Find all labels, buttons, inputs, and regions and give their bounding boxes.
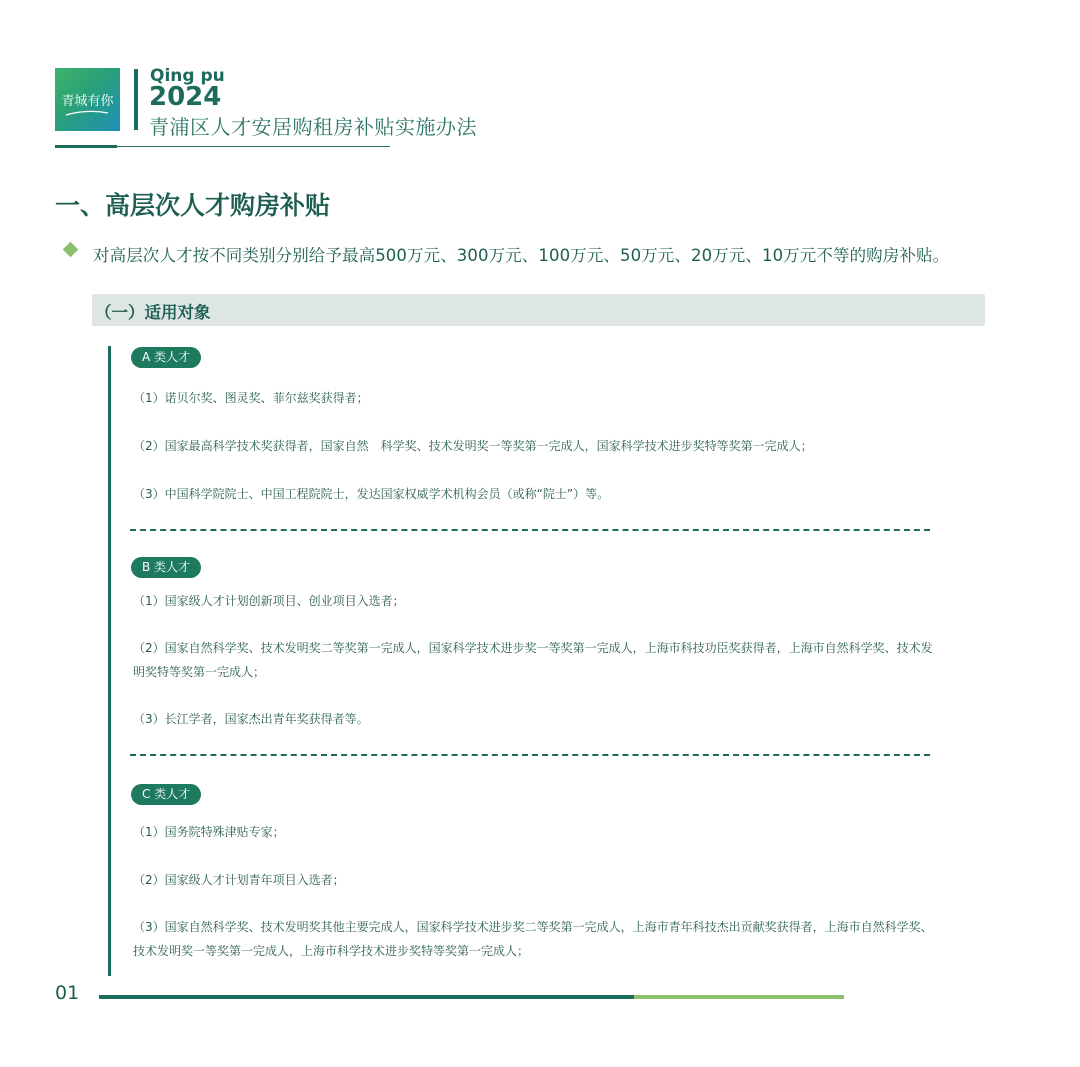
brand-logo (55, 68, 120, 131)
list-item: （1）国家级人才计划创新项目、创业项目入选者； (133, 594, 405, 608)
diamond-bullet-icon (63, 242, 79, 258)
category-tag-c: C 类人才 (131, 784, 201, 805)
list-item: （3）长江学者，国家杰出青年奖获得者等。 (133, 712, 369, 726)
section-title: 一、高层次人才购房补贴 (55, 191, 331, 220)
page-number: 01 (55, 982, 80, 1004)
category-tag-a: A 类人才 (131, 347, 201, 368)
list-item: （2）国家最高科学技术奖获得者，国家自然 科学奖、技术发明奖一等奖第一完成人，国家科学技术进步奖特等奖第一完成人； (133, 439, 813, 453)
header-rule-accent (55, 145, 117, 148)
footer-bar-dark (99, 995, 634, 999)
subhead-title: （一）适用对象 (95, 303, 211, 322)
content-vertical-line (108, 346, 111, 976)
category-tag-b: B 类人才 (131, 557, 201, 578)
logo-text: 青城有你 (61, 94, 114, 109)
list-item: （3）国家自然科学奖、技术发明奖其他主要完成人，国家科学技术进步奖二等奖第一完成人，上海市青年科技杰出贡献奖获得者，上海市自然科学奖、技术发明奖一等奖第一完成人，上海市科学技术进步奖特等奖第一完成人； (133, 920, 933, 958)
brand-year: 2024 (149, 82, 222, 112)
list-item: （3）中国科学院院士、中国工程院院士，发达国家权威学术机构会员（或称“院士”）等。 (133, 487, 610, 501)
document-title: 青浦区人才安居购租房补贴实施办法 (149, 115, 477, 139)
header-divider (134, 69, 138, 130)
section-intro: 对高层次人才按不同类别分别给予最高500万元、300万元、100万元、50万元、20万元、10万元不等的购房补贴。 (93, 246, 950, 265)
list-item: （2）国家自然科学奖、技术发明奖二等奖第一完成人，国家科学技术进步奖一等奖第一完成人，上海市科技功臣奖获得者，上海市自然科学奖、技术发明奖特等奖第一完成人； (133, 641, 933, 679)
dashed-divider (130, 529, 930, 531)
footer-bar-accent (634, 995, 844, 999)
list-item: （2）国家级人才计划青年项目入选者； (133, 873, 345, 887)
dashed-divider (130, 754, 930, 756)
list-item: （1）国务院特殊津贴专家； (133, 825, 285, 839)
logo-swoosh-icon (65, 109, 109, 117)
brand-name: Qing pu (150, 66, 225, 86)
subhead-bar (92, 294, 985, 326)
list-item: （1）诺贝尔奖、图灵奖、菲尔兹奖获得者； (133, 391, 369, 405)
